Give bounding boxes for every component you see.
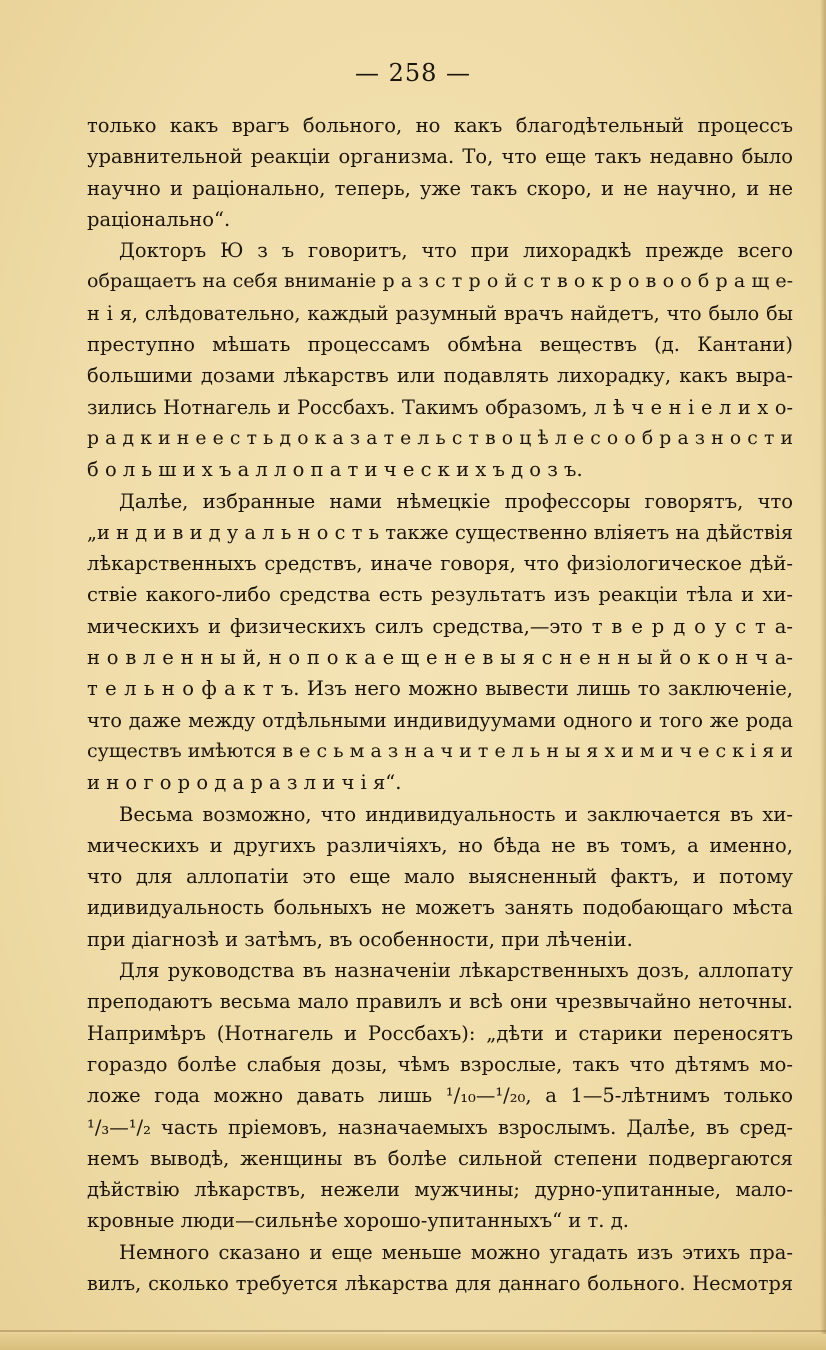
text-line: Немного сказано и еще меньше можно угадать изъ этихъ пра- — [119, 1240, 793, 1264]
text-line: т е л ь н о ф а к т ъ. Изъ него можно вывести лишь то заключеніе, — [87, 677, 793, 701]
text-line: немъ выводѣ, женщины въ болѣе сильной степени подвергаются — [87, 1146, 793, 1170]
text-line: ¹/₃—¹/₂ часть пріемовъ, назначаемыхъ взрослымъ. Далѣе, въ сред- — [87, 1115, 793, 1139]
text-line: мическихъ и физическихъ силъ средства,—это т в е р д о у с т а- — [87, 614, 793, 638]
text-line: преступно мѣшать процессамъ обмѣна веществъ (д. Кантани) — [87, 333, 793, 357]
text-line: „и н д и в и д у а л ь н о с т ь также существенно вліяетъ на дѣйствія — [87, 520, 793, 544]
text-line: идивидуальность больныхъ не можетъ занять подобающаго мѣста — [87, 896, 793, 920]
text-line: р а д к и н е е с т ь д о к а з а т е л ь с т в о ц ѣ л е с о о б р а з н о с т и — [87, 427, 793, 449]
text-line: ствіе какого-либо средства есть результатъ изъ реакціи тѣла и хи- — [87, 583, 793, 607]
text-line: лѣкарственныхъ средствъ, иначе говоря, что физіологическое дѣй- — [87, 552, 793, 576]
text-line: научно и раціонально, теперь, уже такъ скоро, и не научно, и не — [87, 176, 793, 200]
page-edge-shadow — [820, 0, 826, 1350]
text-line: Далѣе, избранные нами нѣмецкіе профессоры говорятъ, что — [119, 489, 793, 513]
text-line: н і я, слѣдовательно, каждый разумный врачъ найдетъ, что было бы — [87, 301, 793, 325]
text-line: уравнительной реакціи организма. То, что еще такъ недавно было — [87, 145, 793, 169]
text-line: что даже между отдѣльными индивидуумами одного и того же рода — [87, 708, 793, 732]
text-line: Весьма возможно, что индивидуальность и заключается въ хи- — [119, 802, 793, 826]
text-line: и н о г о р о д а р а з л и ч і я“. — [87, 771, 402, 795]
text-line: преподаютъ весьма мало правилъ и всѣ они чрезвычайно неточны. — [87, 990, 793, 1014]
text-line: существъ имѣются в е с ь м а з н а ч и т е л ь н ы я х и м и ч е с к і я и — [87, 739, 793, 762]
text-line: ложе года можно давать лишь ¹/₁₀—¹/₂₀, а 1—5-лѣтнимъ только — [87, 1084, 793, 1108]
text-line: зились Нотнагель и Россбахъ. Такимъ образомъ, л ѣ ч е н і е л и х о- — [87, 395, 793, 419]
text-line: гораздо болѣе слабыя дозы, чѣмъ взрослые, такъ что дѣтямъ мо- — [87, 1052, 793, 1076]
text-line: раціонально“. — [87, 207, 231, 231]
text-line: вилъ, сколько требуется лѣкарства для даннаго больного. Несмотря — [87, 1271, 793, 1295]
text-line: Напримѣръ (Нотнагель и Россбахъ): „дѣти и старики переносятъ — [87, 1021, 793, 1045]
text-line: мическихъ и другихъ различіяхъ, но бѣда не въ томъ, а именно, — [87, 833, 793, 857]
text-line: Для руководства въ назначеніи лѣкарственныхъ дозъ, аллопату — [119, 959, 793, 983]
text-line: б о л ь ш и х ъ а л л о п а т и ч е с к и х ъ д о з ъ. — [87, 458, 583, 482]
text-body — [87, 110, 793, 1299]
text-line: что для аллопатіи это еще мало выясненный фактъ, и потому — [87, 865, 793, 889]
page-number: — 258 — — [354, 59, 472, 87]
text-line: дѣйствію лѣкарствъ, нежели мужчины; дурно-упитанные, мало- — [87, 1178, 793, 1202]
text-line: Докторъ Ю з ъ говоритъ, что при лихорадкѣ прежде всего — [119, 239, 793, 263]
text-line: кровные люди—сильнѣе хорошо-упитанныхъ“ и т. д. — [87, 1209, 629, 1233]
text-line: только какъ врагъ больного, но какъ благодѣтельный процессъ — [87, 114, 793, 137]
page-bottom-rule — [0, 1330, 826, 1332]
text-line: н о в л е н н ы й, н о п о к а е щ е н е в ы я с н е н н ы й о к о н ч а- — [87, 646, 793, 670]
page-bottom-edge — [0, 1334, 826, 1350]
text-line: большими дозами лѣкарствъ или подавлять лихорадку, какъ выра- — [87, 364, 793, 388]
text-line: обращаетъ на себя вниманіе р а з с т р о й с т в о к р о в о о б р а щ е- — [87, 270, 793, 293]
text-line: при діагнозѣ и затѣмъ, въ особенности, при лѣченіи. — [87, 927, 633, 951]
